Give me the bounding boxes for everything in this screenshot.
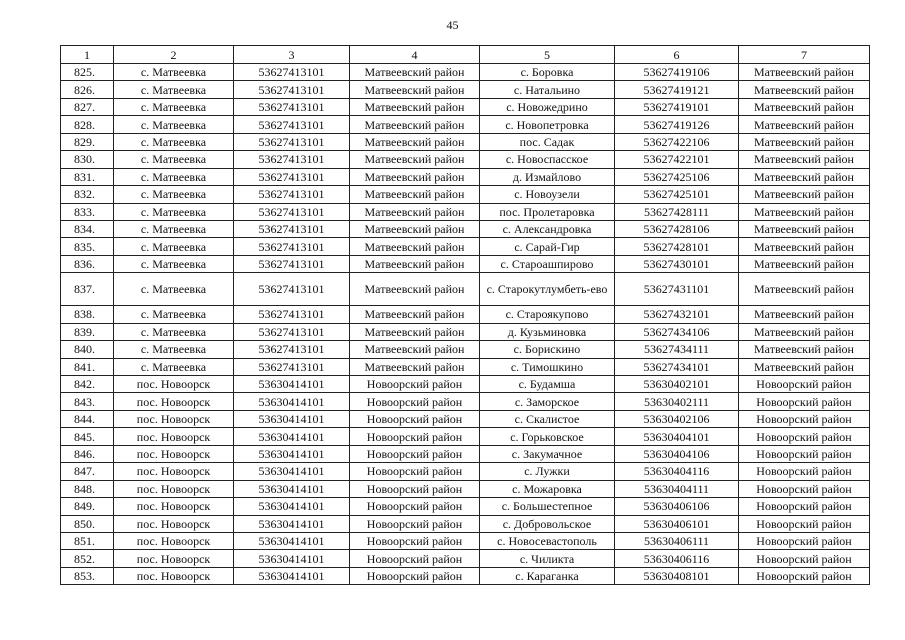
destination-settlement-cell: с. Новожедрино xyxy=(480,98,615,115)
origin-oktmo-cell: 53630414101 xyxy=(234,410,350,427)
row-number-cell: 841. xyxy=(61,358,114,375)
origin-district-cell: Новоорский район xyxy=(350,550,480,567)
destination-settlement-cell: с. Чиликта xyxy=(480,550,615,567)
destination-oktmo-cell: 53630404106 xyxy=(615,445,739,462)
destination-district-cell: Новоорский район xyxy=(739,463,870,480)
destination-district-cell: Новоорский район xyxy=(739,532,870,549)
origin-district-cell: Матвеевский район xyxy=(350,64,480,81)
destination-oktmo-cell: 53630406101 xyxy=(615,515,739,532)
destination-oktmo-cell: 53627432101 xyxy=(615,306,739,323)
row-number-cell: 852. xyxy=(61,550,114,567)
destination-oktmo-cell: 53627419106 xyxy=(615,64,739,81)
origin-settlement-cell: пос. Новоорск xyxy=(114,410,234,427)
origin-settlement-cell: с. Матвеевка xyxy=(114,168,234,185)
origin-oktmo-cell: 53627413101 xyxy=(234,64,350,81)
row-number-cell: 850. xyxy=(61,515,114,532)
origin-district-cell: Матвеевский район xyxy=(350,238,480,255)
origin-district-cell: Матвеевский район xyxy=(350,151,480,168)
origin-oktmo-cell: 53630414101 xyxy=(234,532,350,549)
destination-district-cell: Матвеевский район xyxy=(739,358,870,375)
table-row xyxy=(61,567,870,584)
destination-settlement-cell: с. Новосевастополь xyxy=(480,532,615,549)
column-header: 3 xyxy=(234,46,350,64)
row-number-cell: 844. xyxy=(61,410,114,427)
row-number-cell: 831. xyxy=(61,168,114,185)
origin-settlement-cell: пос. Новоорск xyxy=(114,550,234,567)
origin-settlement-cell: пос. Новоорск xyxy=(114,515,234,532)
row-number-cell: 842. xyxy=(61,376,114,393)
column-header: 2 xyxy=(114,46,234,64)
row-number-cell: 847. xyxy=(61,463,114,480)
destination-district-cell: Новоорский район xyxy=(739,393,870,410)
origin-oktmo-cell: 53630414101 xyxy=(234,463,350,480)
destination-settlement-cell: с. Староашпирово xyxy=(480,255,615,272)
origin-settlement-cell: пос. Новоорск xyxy=(114,532,234,549)
table-row xyxy=(61,428,870,445)
destination-settlement-cell: с. Новопетровка xyxy=(480,116,615,133)
settlements-table xyxy=(60,45,870,585)
origin-district-cell: Новоорский район xyxy=(350,532,480,549)
destination-oktmo-cell: 53627430101 xyxy=(615,255,739,272)
destination-oktmo-cell: 53627419126 xyxy=(615,116,739,133)
origin-oktmo-cell: 53627413101 xyxy=(234,358,350,375)
table-row xyxy=(61,323,870,340)
origin-settlement-cell: с. Матвеевка xyxy=(114,220,234,237)
destination-oktmo-cell: 53627428106 xyxy=(615,220,739,237)
table-body xyxy=(61,64,870,585)
destination-district-cell: Новоорский район xyxy=(739,376,870,393)
row-number-cell: 849. xyxy=(61,498,114,515)
destination-district-cell: Матвеевский район xyxy=(739,323,870,340)
table-row xyxy=(61,498,870,515)
row-number-cell: 848. xyxy=(61,480,114,497)
destination-oktmo-cell: 53627425101 xyxy=(615,186,739,203)
origin-settlement-cell: пос. Новоорск xyxy=(114,376,234,393)
table-row xyxy=(61,480,870,497)
destination-oktmo-cell: 53627434106 xyxy=(615,323,739,340)
origin-settlement-cell: пос. Новоорск xyxy=(114,393,234,410)
origin-district-cell: Матвеевский район xyxy=(350,358,480,375)
origin-district-cell: Матвеевский район xyxy=(350,273,480,306)
origin-district-cell: Матвеевский район xyxy=(350,133,480,150)
origin-oktmo-cell: 53630414101 xyxy=(234,567,350,584)
destination-oktmo-cell: 53630406116 xyxy=(615,550,739,567)
row-number-cell: 845. xyxy=(61,428,114,445)
origin-oktmo-cell: 53627413101 xyxy=(234,341,350,358)
destination-oktmo-cell: 53630406111 xyxy=(615,532,739,549)
origin-settlement-cell: пос. Новоорск xyxy=(114,567,234,584)
destination-settlement-cell: с. Сарай-Гир xyxy=(480,238,615,255)
destination-oktmo-cell: 53630406106 xyxy=(615,498,739,515)
origin-district-cell: Новоорский район xyxy=(350,445,480,462)
origin-oktmo-cell: 53630414101 xyxy=(234,480,350,497)
origin-oktmo-cell: 53627413101 xyxy=(234,116,350,133)
row-number-cell: 839. xyxy=(61,323,114,340)
table-row xyxy=(61,238,870,255)
destination-district-cell: Матвеевский район xyxy=(739,273,870,306)
origin-settlement-cell: с. Матвеевка xyxy=(114,341,234,358)
row-number-cell: 840. xyxy=(61,341,114,358)
destination-district-cell: Матвеевский район xyxy=(739,220,870,237)
row-number-cell: 830. xyxy=(61,151,114,168)
origin-oktmo-cell: 53627413101 xyxy=(234,323,350,340)
destination-settlement-cell: с. Горьковское xyxy=(480,428,615,445)
origin-oktmo-cell: 53627413101 xyxy=(234,98,350,115)
origin-district-cell: Новоорский район xyxy=(350,393,480,410)
destination-settlement-cell: с. Борискино xyxy=(480,341,615,358)
destination-district-cell: Матвеевский район xyxy=(739,186,870,203)
destination-settlement-cell: с. Заморское xyxy=(480,393,615,410)
destination-settlement-cell: с. Караганка xyxy=(480,567,615,584)
origin-oktmo-cell: 53627413101 xyxy=(234,151,350,168)
row-number-cell: 828. xyxy=(61,116,114,133)
destination-oktmo-cell: 53630404111 xyxy=(615,480,739,497)
origin-oktmo-cell: 53630414101 xyxy=(234,515,350,532)
table-row xyxy=(61,358,870,375)
table-row xyxy=(61,376,870,393)
destination-settlement-cell: с. Новоспасское xyxy=(480,151,615,168)
row-number-cell: 827. xyxy=(61,98,114,115)
destination-district-cell: Новоорский район xyxy=(739,550,870,567)
table-row xyxy=(61,306,870,323)
origin-oktmo-cell: 53627413101 xyxy=(234,81,350,98)
table-row xyxy=(61,116,870,133)
destination-district-cell: Матвеевский район xyxy=(739,98,870,115)
destination-settlement-cell: с. Староякупово xyxy=(480,306,615,323)
origin-district-cell: Новоорский район xyxy=(350,410,480,427)
origin-district-cell: Новоорский район xyxy=(350,498,480,515)
destination-district-cell: Матвеевский район xyxy=(739,238,870,255)
origin-settlement-cell: с. Матвеевка xyxy=(114,255,234,272)
table-row xyxy=(61,341,870,358)
origin-oktmo-cell: 53627413101 xyxy=(234,203,350,220)
origin-oktmo-cell: 53627413101 xyxy=(234,168,350,185)
row-number-cell: 853. xyxy=(61,567,114,584)
origin-settlement-cell: с. Матвеевка xyxy=(114,238,234,255)
page-number: 45 xyxy=(446,18,459,32)
destination-settlement-cell: с. Новоузели xyxy=(480,186,615,203)
origin-oktmo-cell: 53630414101 xyxy=(234,428,350,445)
table-row xyxy=(61,151,870,168)
origin-district-cell: Матвеевский район xyxy=(350,255,480,272)
origin-settlement-cell: с. Матвеевка xyxy=(114,306,234,323)
destination-oktmo-cell: 53627431101 xyxy=(615,273,739,306)
destination-oktmo-cell: 53630402106 xyxy=(615,410,739,427)
destination-settlement-cell: пос. Садак xyxy=(480,133,615,150)
destination-settlement-cell: с. Боровка xyxy=(480,64,615,81)
table-row xyxy=(61,393,870,410)
destination-settlement-cell: пос. Пролетаровка xyxy=(480,203,615,220)
table-row xyxy=(61,133,870,150)
row-number-cell: 851. xyxy=(61,532,114,549)
destination-oktmo-cell: 53627422106 xyxy=(615,133,739,150)
column-header: 5 xyxy=(480,46,615,64)
destination-district-cell: Матвеевский район xyxy=(739,255,870,272)
destination-settlement-cell: с. Будамша xyxy=(480,376,615,393)
destination-settlement-cell: с. Александровка xyxy=(480,220,615,237)
table-row xyxy=(61,410,870,427)
row-number-cell: 825. xyxy=(61,64,114,81)
origin-district-cell: Матвеевский район xyxy=(350,203,480,220)
destination-district-cell: Матвеевский район xyxy=(739,81,870,98)
origin-district-cell: Новоорский район xyxy=(350,515,480,532)
column-number-header-row xyxy=(61,46,870,64)
destination-oktmo-cell: 53630408101 xyxy=(615,567,739,584)
table-row xyxy=(61,550,870,567)
destination-oktmo-cell: 53630402111 xyxy=(615,393,739,410)
destination-district-cell: Матвеевский район xyxy=(739,64,870,81)
destination-settlement-cell: с. Лужки xyxy=(480,463,615,480)
destination-district-cell: Матвеевский район xyxy=(739,203,870,220)
origin-settlement-cell: с. Матвеевка xyxy=(114,358,234,375)
destination-district-cell: Новоорский район xyxy=(739,445,870,462)
origin-settlement-cell: пос. Новоорск xyxy=(114,463,234,480)
destination-settlement-cell: д. Кузьминовка xyxy=(480,323,615,340)
destination-settlement-cell: с. Скалистое xyxy=(480,410,615,427)
origin-district-cell: Матвеевский район xyxy=(350,116,480,133)
row-number-cell: 846. xyxy=(61,445,114,462)
destination-settlement-cell: с. Большестепное xyxy=(480,498,615,515)
destination-oktmo-cell: 53627422101 xyxy=(615,151,739,168)
origin-district-cell: Матвеевский район xyxy=(350,220,480,237)
destination-settlement-cell: с. Натальино xyxy=(480,81,615,98)
table-row xyxy=(61,220,870,237)
table-row xyxy=(61,168,870,185)
origin-oktmo-cell: 53630414101 xyxy=(234,445,350,462)
row-number-cell: 826. xyxy=(61,81,114,98)
destination-district-cell: Матвеевский район xyxy=(739,116,870,133)
table-row xyxy=(61,98,870,115)
row-number-cell: 829. xyxy=(61,133,114,150)
destination-district-cell: Матвеевский район xyxy=(739,341,870,358)
destination-oktmo-cell: 53630402101 xyxy=(615,376,739,393)
destination-settlement-cell: с. Добровольское xyxy=(480,515,615,532)
destination-district-cell: Новоорский район xyxy=(739,498,870,515)
origin-settlement-cell: с. Матвеевка xyxy=(114,186,234,203)
origin-oktmo-cell: 53627413101 xyxy=(234,306,350,323)
row-number-cell: 836. xyxy=(61,255,114,272)
row-number-cell: 834. xyxy=(61,220,114,237)
destination-settlement-cell: с. Можаровка xyxy=(480,480,615,497)
origin-oktmo-cell: 53630414101 xyxy=(234,550,350,567)
destination-oktmo-cell: 53627434111 xyxy=(615,341,739,358)
destination-oktmo-cell: 53627428101 xyxy=(615,238,739,255)
origin-settlement-cell: с. Матвеевка xyxy=(114,133,234,150)
destination-oktmo-cell: 53630404101 xyxy=(615,428,739,445)
row-number-cell: 837. xyxy=(61,273,114,306)
table-row xyxy=(61,203,870,220)
row-number-cell: 835. xyxy=(61,238,114,255)
table-row xyxy=(61,515,870,532)
origin-settlement-cell: пос. Новоорск xyxy=(114,498,234,515)
origin-settlement-cell: с. Матвеевка xyxy=(114,273,234,306)
destination-settlement-cell: с. Тимошкино xyxy=(480,358,615,375)
destination-settlement-cell: д. Измайлово xyxy=(480,168,615,185)
row-number-cell: 843. xyxy=(61,393,114,410)
table-row xyxy=(61,463,870,480)
destination-district-cell: Матвеевский район xyxy=(739,133,870,150)
destination-district-cell: Матвеевский район xyxy=(739,306,870,323)
table-row xyxy=(61,273,870,306)
origin-oktmo-cell: 53630414101 xyxy=(234,498,350,515)
origin-oktmo-cell: 53627413101 xyxy=(234,133,350,150)
origin-settlement-cell: с. Матвеевка xyxy=(114,98,234,115)
column-header: 4 xyxy=(350,46,480,64)
origin-district-cell: Новоорский район xyxy=(350,376,480,393)
destination-oktmo-cell: 53630404116 xyxy=(615,463,739,480)
origin-district-cell: Матвеевский район xyxy=(350,81,480,98)
origin-settlement-cell: пос. Новоорск xyxy=(114,445,234,462)
table-row xyxy=(61,186,870,203)
row-number-cell: 838. xyxy=(61,306,114,323)
destination-oktmo-cell: 53627428111 xyxy=(615,203,739,220)
destination-oktmo-cell: 53627419121 xyxy=(615,81,739,98)
destination-oktmo-cell: 53627425106 xyxy=(615,168,739,185)
origin-district-cell: Матвеевский район xyxy=(350,168,480,185)
origin-settlement-cell: с. Матвеевка xyxy=(114,151,234,168)
destination-district-cell: Новоорский район xyxy=(739,515,870,532)
origin-settlement-cell: пос. Новоорск xyxy=(114,480,234,497)
origin-settlement-cell: с. Матвеевка xyxy=(114,323,234,340)
origin-district-cell: Новоорский район xyxy=(350,567,480,584)
origin-oktmo-cell: 53627413101 xyxy=(234,220,350,237)
destination-district-cell: Новоорский район xyxy=(739,480,870,497)
table-row xyxy=(61,532,870,549)
origin-district-cell: Матвеевский район xyxy=(350,98,480,115)
destination-oktmo-cell: 53627434101 xyxy=(615,358,739,375)
destination-district-cell: Матвеевский район xyxy=(739,151,870,168)
origin-district-cell: Матвеевский район xyxy=(350,306,480,323)
origin-settlement-cell: с. Матвеевка xyxy=(114,81,234,98)
origin-oktmo-cell: 53627413101 xyxy=(234,273,350,306)
origin-oktmo-cell: 53630414101 xyxy=(234,376,350,393)
column-header: 1 xyxy=(61,46,114,64)
table-row xyxy=(61,445,870,462)
origin-settlement-cell: с. Матвеевка xyxy=(114,116,234,133)
origin-district-cell: Новоорский район xyxy=(350,463,480,480)
destination-settlement-cell: с. Старокутлумбеть-ево xyxy=(480,273,615,306)
table-row xyxy=(61,64,870,81)
origin-settlement-cell: с. Матвеевка xyxy=(114,203,234,220)
destination-district-cell: Матвеевский район xyxy=(739,168,870,185)
destination-settlement-cell: с. Закумачное xyxy=(480,445,615,462)
origin-district-cell: Матвеевский район xyxy=(350,186,480,203)
destination-oktmo-cell: 53627419101 xyxy=(615,98,739,115)
destination-district-cell: Новоорский район xyxy=(739,428,870,445)
table-row xyxy=(61,255,870,272)
origin-oktmo-cell: 53627413101 xyxy=(234,186,350,203)
origin-oktmo-cell: 53627413101 xyxy=(234,238,350,255)
row-number-cell: 832. xyxy=(61,186,114,203)
destination-district-cell: Новоорский район xyxy=(739,410,870,427)
column-header: 6 xyxy=(615,46,739,64)
row-number-cell: 833. xyxy=(61,203,114,220)
table-row xyxy=(61,81,870,98)
origin-district-cell: Матвеевский район xyxy=(350,323,480,340)
origin-settlement-cell: с. Матвеевка xyxy=(114,64,234,81)
destination-district-cell: Новоорский район xyxy=(739,567,870,584)
origin-oktmo-cell: 53630414101 xyxy=(234,393,350,410)
origin-district-cell: Новоорский район xyxy=(350,480,480,497)
origin-district-cell: Новоорский район xyxy=(350,428,480,445)
origin-settlement-cell: пос. Новоорск xyxy=(114,428,234,445)
column-header: 7 xyxy=(739,46,870,64)
origin-oktmo-cell: 53627413101 xyxy=(234,255,350,272)
origin-district-cell: Матвеевский район xyxy=(350,341,480,358)
